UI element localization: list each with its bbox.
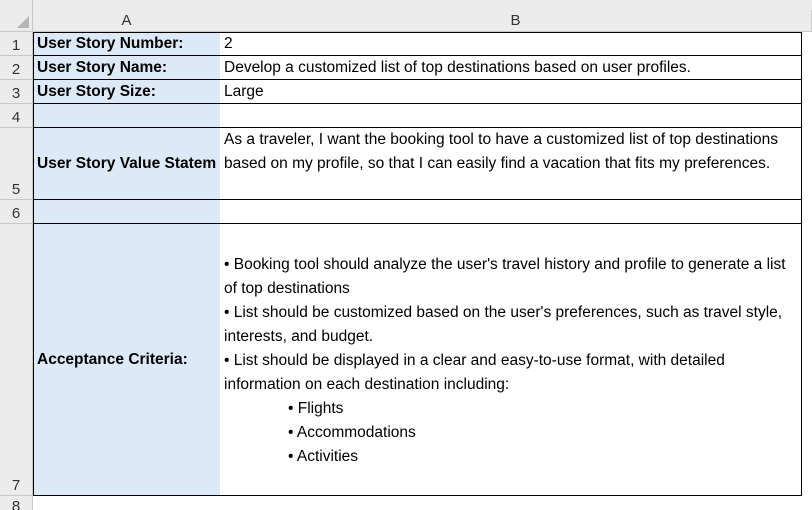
cell-a1[interactable]: User Story Number:: [33, 32, 221, 56]
row-header-1[interactable]: 1: [0, 32, 33, 56]
acceptance-sub-item: • Accommodations: [288, 423, 416, 441]
cell-a2[interactable]: User Story Name:: [33, 56, 221, 80]
row-header-2[interactable]: 2: [0, 56, 33, 80]
empty-row-8[interactable]: [33, 496, 812, 510]
select-all-icon: [17, 16, 29, 28]
acceptance-sub-item: • Activities: [288, 447, 359, 465]
row-header-4[interactable]: 4: [0, 104, 33, 128]
cell-b5[interactable]: As a traveler, I want the booking tool to have a customized list of top destinations based on my profile, so that I can easily find a vacation that fits my preferences.: [220, 128, 802, 200]
row-header-7[interactable]: 7: [0, 224, 33, 496]
acceptance-criteria-list: [224, 251, 801, 469]
cell-a7[interactable]: Acceptance Criteria:: [33, 224, 221, 496]
select-all-corner[interactable]: [0, 0, 33, 32]
cell-a4[interactable]: [33, 104, 221, 128]
cell-b2[interactable]: Develop a customized list of top destinations based on user profiles.: [220, 56, 802, 80]
cell-b1[interactable]: 2: [220, 32, 802, 56]
column-header-strip: [33, 0, 812, 10]
cell-b7[interactable]: [220, 224, 802, 496]
column-header-b[interactable]: B: [220, 10, 812, 32]
cell-a5[interactable]: User Story Value Statem: [33, 128, 221, 200]
column-header-a[interactable]: A: [33, 10, 221, 32]
acceptance-criterion: • List should be customized based on the user's preferences, such as travel style, interests, and budget.: [224, 303, 783, 345]
cell-a3[interactable]: User Story Size:: [33, 80, 221, 104]
cell-b4[interactable]: [220, 104, 802, 128]
cell-b3[interactable]: Large: [220, 80, 802, 104]
cell-b6[interactable]: [220, 200, 802, 224]
row-header-3[interactable]: 3: [0, 80, 33, 104]
row-header-8[interactable]: 8: [0, 496, 33, 510]
acceptance-criterion: • Booking tool should analyze the user's travel history and profile to generate a list of top destinations: [224, 255, 786, 297]
acceptance-sub-item: • Flights: [288, 399, 344, 417]
row-header-6[interactable]: 6: [0, 200, 33, 224]
cell-a6[interactable]: [33, 200, 221, 224]
row-header-5[interactable]: 5: [0, 128, 33, 200]
acceptance-criterion: • List should be displayed in a clear and easy-to-use format, with detailed information on each destination including:: [224, 351, 725, 393]
